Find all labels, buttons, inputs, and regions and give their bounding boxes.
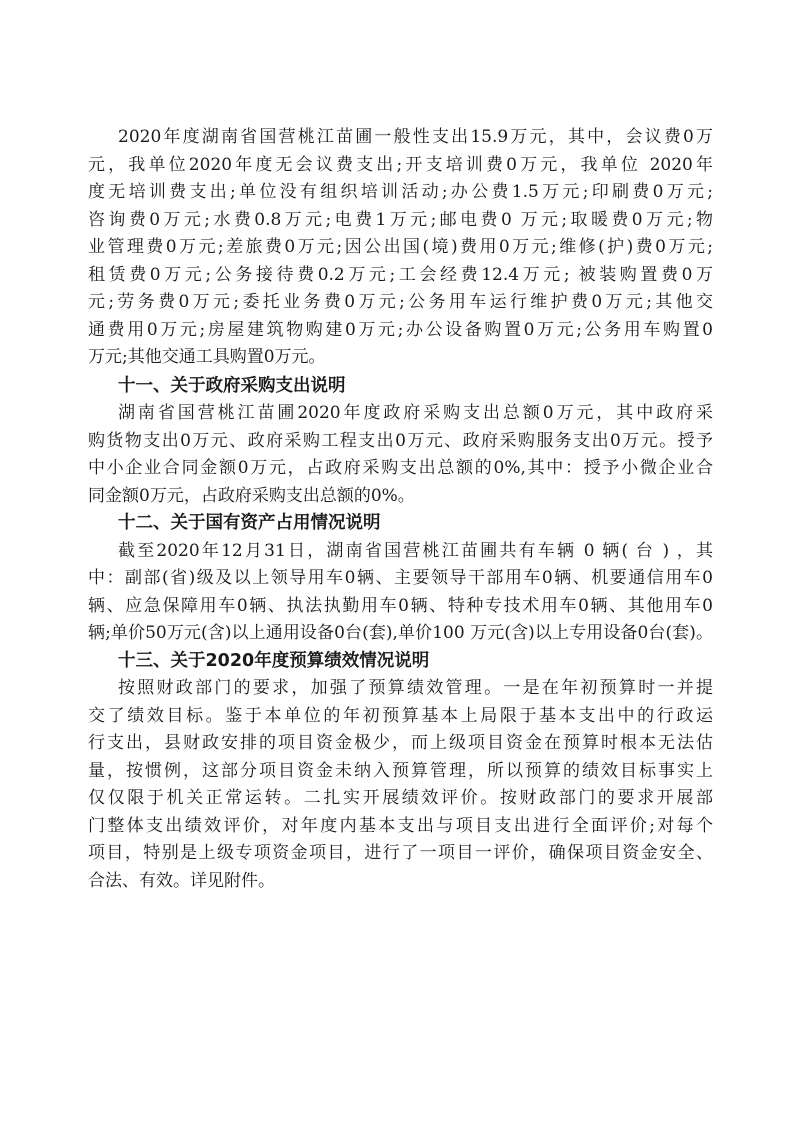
text-line: 购货物支出0万元、政府采购工程支出0万元、政府采购服务支出0万元。授予 (88, 431, 713, 451)
text-line: 万元;其他交通工具购置0万元。 (88, 347, 326, 367)
text-line: 辆;单价50万元(含)以上通用设备0台(套),单价100 万元(含)以上专用设备0台(套)。 (88, 623, 713, 643)
text-line: 同金额0万元，占政府采购支出总额的0%。 (88, 486, 415, 506)
text-line: 门整体支出绩效评价，对年度内基本支出与项目支出进行全面评价;对每个 (88, 816, 713, 836)
text-line: 合法、有效。详见附件。 (88, 871, 275, 891)
text-line: 元;劳务费0万元;委托业务费0万元;公务用车运行维护费0万元;其他交 (88, 292, 713, 312)
text-line: 交了绩效目标。鉴于本单位的年初预算基本上局限于基本支出中的行政运 (88, 706, 713, 726)
section-heading-11: 十一、关于政府采购支出说明 (118, 376, 346, 396)
text-line: 项目，特别是上级专项资金项目，进行了一项目一评价，确保项目资金安全、 (88, 843, 713, 863)
section-heading-13: 十三、关于2020年度预算绩效情况说明 (118, 651, 430, 671)
text-line: 中小企业合同金额0万元，占政府采购支出总额的0%,其中：授予小微企业合 (88, 458, 713, 478)
text-line: 元，我单位2020年度无会议费支出;开支培训费0万元，我单位 2020年 (88, 155, 713, 175)
text-line: 通费用0万元;房屋建筑物购建0万元;办公设备购置0万元;公务用车购置0 (88, 320, 713, 340)
text-line: 仅仅限于机关正常运转。二扎实开展绩效评价。按财政部门的要求开展部 (88, 788, 713, 808)
text-line: 按照财政部门的要求，加强了预算绩效管理。一是在年初预算时一并提 (118, 678, 713, 698)
text-line: 2020年度湖南省国营桃江苗圃一般性支出15.9万元，其中，会议费0万 (118, 127, 713, 147)
text-line: 量，按惯例，这部分项目资金未纳入预算管理，所以预算的绩效目标事实上 (88, 761, 713, 781)
text-line: 中：副部(省)级及以上领导用车0辆、主要领导干部用车0辆、机要通信用车0 (88, 568, 713, 588)
text-line: 行支出，县财政安排的项目资金极少，而上级项目资金在预算时根本无法估 (88, 733, 713, 753)
text-line: 度无培训费支出;单位没有组织培训活动;办公费1.5万元;印刷费0万元; (88, 182, 713, 202)
section-heading-12: 十二、关于国有资产占用情况说明 (118, 513, 381, 533)
text-line: 咨询费0万元;水费0.8万元;电费1万元;邮电费0 万元;取暖费0万元;物 (88, 210, 713, 230)
text-line: 租赁费0万元;公务接待费0.2万元;工会经费12.4万元; 被装购置费0万 (88, 265, 713, 285)
text-line: 业管理费0万元;差旅费0万元;因公出国(境)费用0万元;维修(护)费0万元; (88, 237, 713, 257)
text-line: 截至2020年12月31日，湖南省国营桃江苗圃共有车辆 0 辆( 台 ) ，其 (118, 541, 713, 561)
text-line: 湖南省国营桃江苗圃2020年度政府采购支出总额0万元，其中政府采 (118, 403, 713, 423)
text-line: 辆、应急保障用车0辆、执法执勤用车0辆、特种专技术用车0辆、其他用车0 (88, 596, 713, 616)
